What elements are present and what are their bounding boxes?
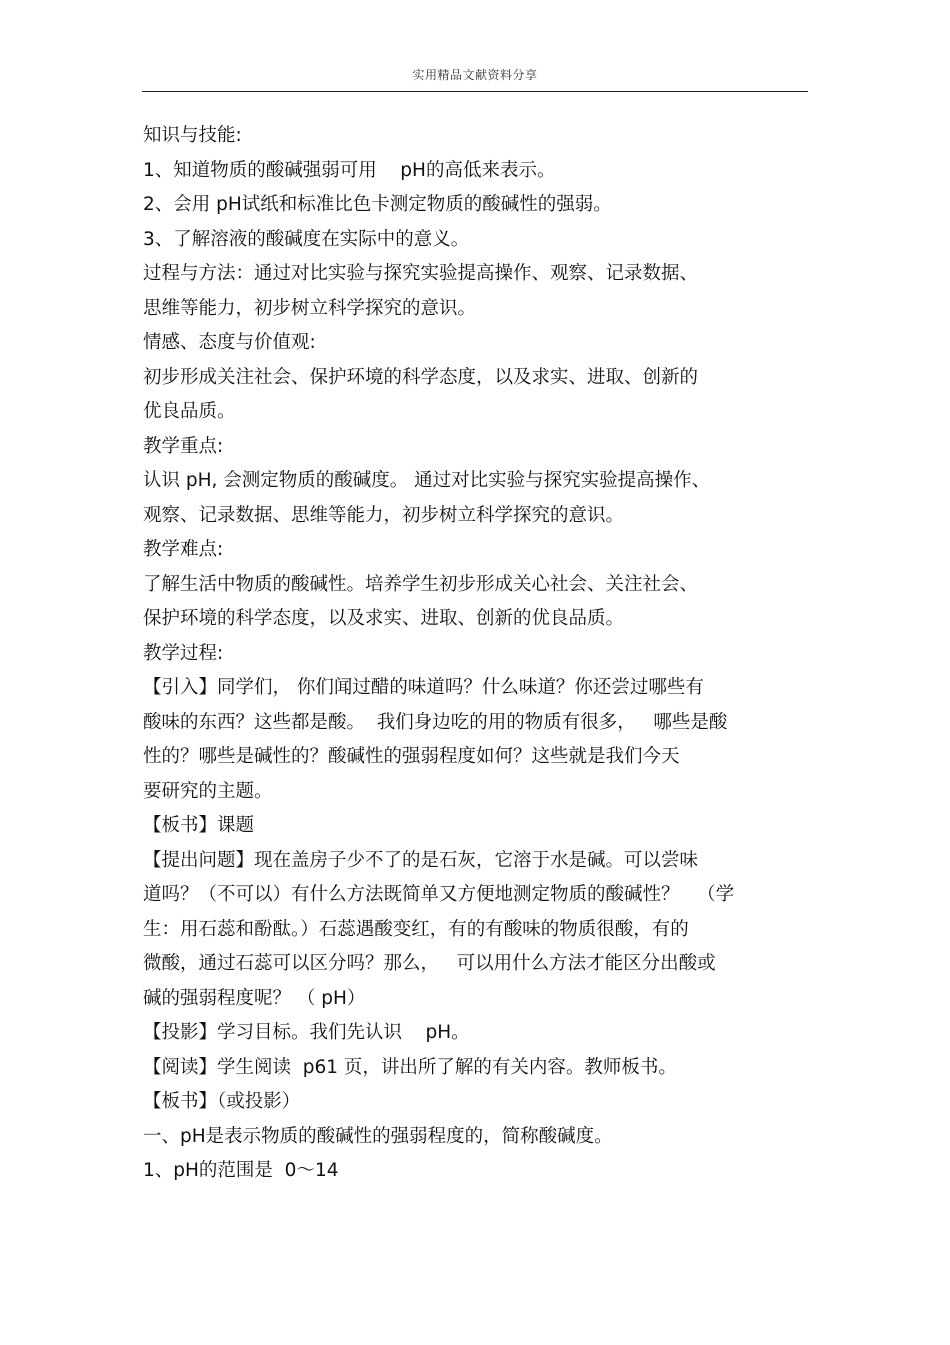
text-line: 认识 pH, 会测定物质的酸碱度。 通过对比实验与探究实验提高操作、 xyxy=(143,470,711,491)
text-line: 教学过程: xyxy=(143,642,224,664)
header-text: 实用精品文献资料分享 xyxy=(412,68,538,82)
text-line: 性的？哪些是碱性的？酸碱性的强弱程度如何？这些就是我们今天 xyxy=(143,746,680,767)
text-line: 微酸，通过石蕊可以区分吗？那么， 可以用什么方法才能区分出酸或 xyxy=(143,953,716,974)
text-line: 3、了解溶液的酸碱度在实际中的意义。 xyxy=(143,228,470,250)
text-line: 情感、态度与价值观: xyxy=(143,332,316,353)
text-line: 初步形成关注社会、保护环境的科学态度，以及求实、进取、创新的 xyxy=(143,366,699,388)
text-line: 教学重点: xyxy=(143,435,224,457)
text-line: 知识与技能: xyxy=(143,125,242,146)
text-line: 碱的强弱程度呢？ （ pH） xyxy=(143,987,366,1009)
text-line: 了解生活中物质的酸碱性。培养学生初步形成关心社会、关注社会、 xyxy=(143,573,699,595)
text-line: 2、会用 pH试纸和标准比色卡测定物质的酸碱性的强弱。 xyxy=(143,194,612,215)
header-divider xyxy=(142,91,808,92)
text-line: 1、知道物质的酸碱强弱可用 pH的高低来表示。 xyxy=(143,159,556,181)
text-line: 过程与方法：通过对比实验与探究实验提高操作、观察、记录数据、 xyxy=(143,263,699,284)
text-line: 【投影】学习目标。我们先认识 pH。 xyxy=(143,1022,470,1043)
text-line: 1、pH的范围是 0～14 xyxy=(143,1160,339,1181)
text-line: 道吗？（不可以）有什么方法既简单又方便地测定物质的酸碱性？ （学 xyxy=(143,884,735,905)
text-line: 酸味的东西？这些都是酸。 我们身边吃的用的物质有很多， 哪些是酸 xyxy=(143,711,728,733)
text-line: 一、pH是表示物质的酸碱性的强弱程度的，简称酸碱度。 xyxy=(143,1125,613,1147)
text-line: 思维等能力，初步树立科学探究的意识。 xyxy=(143,297,477,319)
text-line: 教学难点: xyxy=(143,539,224,560)
text-line: 【板书】课题 xyxy=(143,815,255,836)
text-line: 生：用石蕊和酚酞。）石蕊遇酸变红，有的有酸味的物质很酸，有的 xyxy=(143,918,689,940)
page-header xyxy=(142,0,808,92)
text-line: 观察、记录数据、思维等能力，初步树立科学探究的意识。 xyxy=(143,504,625,526)
text-line: 优良品质。 xyxy=(143,401,236,422)
text-line: 【提出问题】现在盖房子少不了的是石灰，它溶于水是碱。可以尝味 xyxy=(143,849,699,871)
text-line: 保护环境的科学态度，以及求实、进取、创新的优良品质。 xyxy=(143,608,625,629)
text-line: 【阅读】学生阅读 p61 页，讲出所了解的有关内容。教师板书。 xyxy=(143,1056,677,1078)
text-line: 【板书】（或投影） xyxy=(143,1091,301,1112)
text-line: 【引入】同学们， 你们闻过醋的味道吗？什么味道？你还尝过哪些有 xyxy=(143,677,704,698)
text-line: 要研究的主题。 xyxy=(143,780,273,802)
document-body xyxy=(143,119,813,1189)
